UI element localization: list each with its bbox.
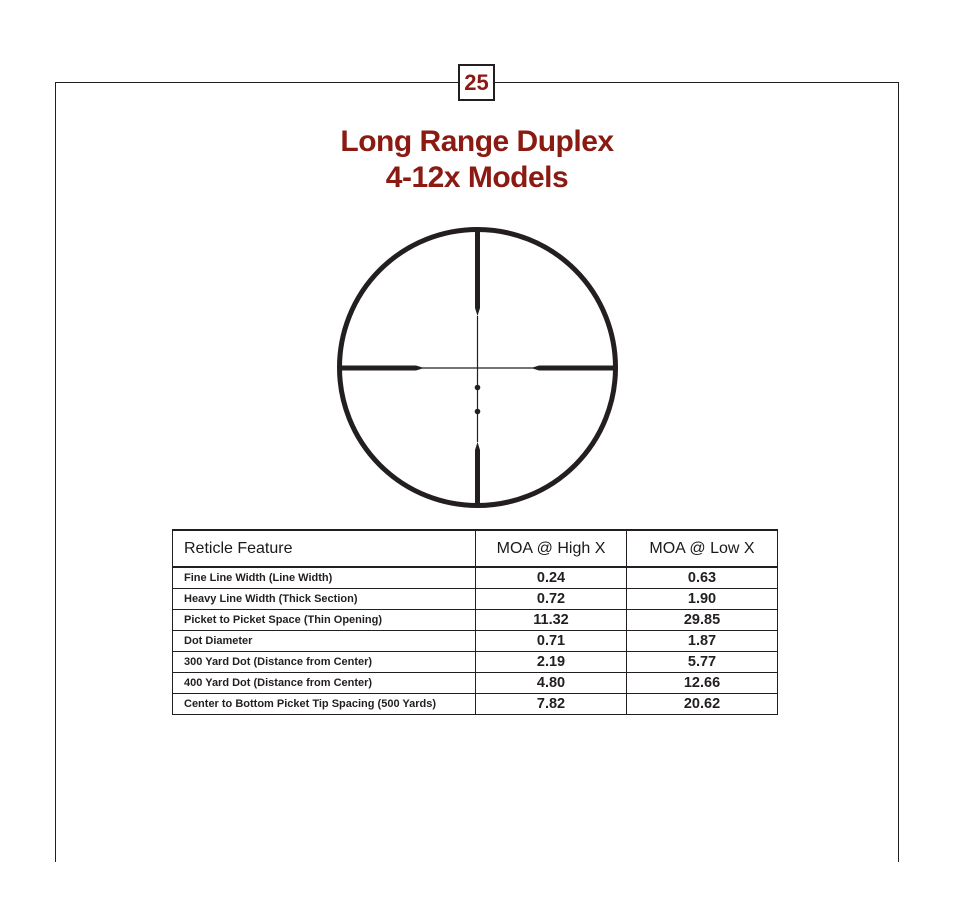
reticle-diagram — [334, 224, 621, 511]
table-header-row — [173, 530, 778, 567]
bottom-heavy-post — [475, 442, 480, 505]
row-feature: Picket to Picket Space (Thin Opening) — [173, 610, 476, 631]
header-reticle-feature: Reticle Feature — [173, 530, 476, 567]
300-yard-dot — [475, 385, 481, 391]
400-yard-dot — [475, 409, 481, 415]
table-row — [173, 567, 778, 589]
row-feature: Fine Line Width (Line Width) — [173, 567, 476, 589]
table-row — [173, 631, 778, 652]
table-row — [173, 673, 778, 694]
row-moa-high: 4.80 — [476, 673, 627, 694]
reticle-spec-table — [172, 529, 778, 715]
table-row — [173, 589, 778, 610]
right-heavy-post — [531, 366, 615, 371]
row-moa-high: 7.82 — [476, 694, 627, 715]
table-row — [173, 610, 778, 631]
table-row — [173, 694, 778, 715]
row-moa-low: 5.77 — [627, 652, 778, 673]
row-moa-low: 29.85 — [627, 610, 778, 631]
row-feature: 300 Yard Dot (Distance from Center) — [173, 652, 476, 673]
row-moa-low: 1.90 — [627, 589, 778, 610]
top-heavy-post — [475, 230, 480, 316]
table-row — [173, 652, 778, 673]
row-moa-high: 2.19 — [476, 652, 627, 673]
row-moa-low: 20.62 — [627, 694, 778, 715]
row-feature: 400 Yard Dot (Distance from Center) — [173, 673, 476, 694]
row-moa-high: 0.71 — [476, 631, 627, 652]
left-heavy-post — [340, 366, 424, 371]
page-number: 25 — [458, 64, 495, 101]
header-moa-high: MOA @ High X — [476, 530, 627, 567]
page-title — [0, 124, 954, 196]
row-feature: Center to Bottom Picket Tip Spacing (500 Yards) — [173, 694, 476, 715]
row-moa-high: 11.32 — [476, 610, 627, 631]
row-feature: Heavy Line Width (Thick Section) — [173, 589, 476, 610]
row-moa-high: 0.24 — [476, 567, 627, 589]
row-moa-low: 12.66 — [627, 673, 778, 694]
title-line-2: 4-12x Models — [385, 161, 569, 194]
title-line-1: Long Range Duplex — [340, 125, 614, 158]
row-moa-low: 1.87 — [627, 631, 778, 652]
header-moa-low: MOA @ Low X — [627, 530, 778, 567]
row-moa-high: 0.72 — [476, 589, 627, 610]
row-feature: Dot Diameter — [173, 631, 476, 652]
row-moa-low: 0.63 — [627, 567, 778, 589]
